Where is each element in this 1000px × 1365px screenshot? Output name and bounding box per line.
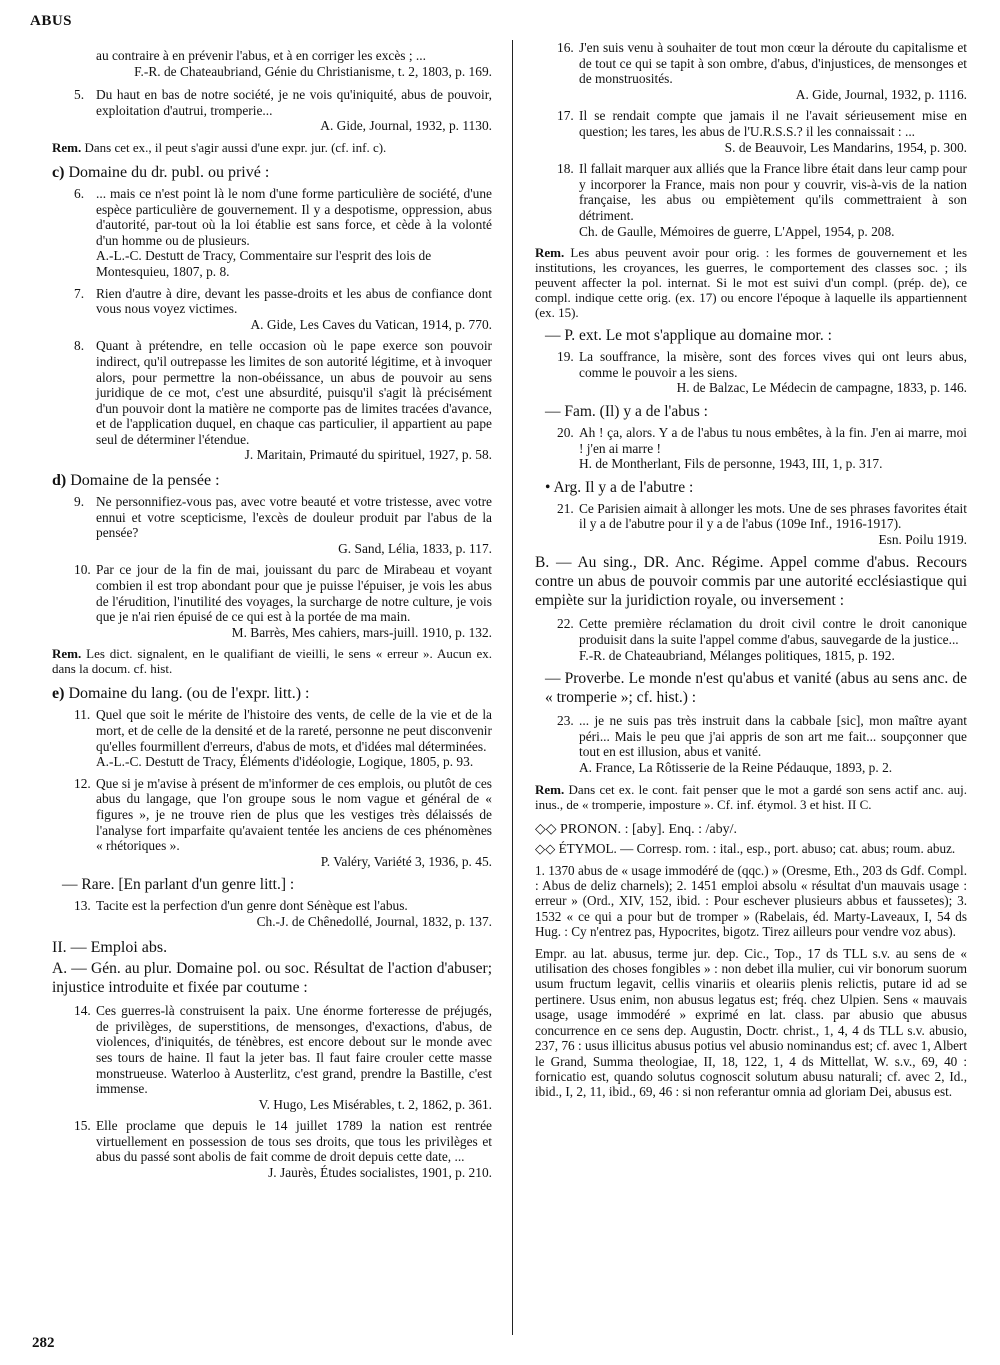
- arg-heading: • Arg. Il y a de l'abutre :: [545, 478, 694, 496]
- example-number: 16.: [557, 40, 574, 55]
- proverb-heading: — Proverbe. Le monde n'est qu'abus et vanité (abus au sens anc. de « tromperie »; cf. hist.) :: [545, 670, 967, 707]
- example-19: [535, 349, 967, 396]
- example-21: [535, 501, 967, 548]
- example-text: Cette première réclamation du droit civil contre le droit canonique produisit dans la suite l'appel comme d'abus, sauvegarde de la justice...: [579, 616, 967, 648]
- remark-4: [535, 782, 967, 812]
- example-23: [535, 713, 967, 775]
- source-citation: H. de Balzac, Le Médecin de campagne, 1833, p. 146.: [676, 380, 967, 396]
- remark-2: [52, 646, 492, 676]
- example-text: Quant à prétendre, en telle occasion où le pape exerce son pouvoir indirect, qu'il outrepasse les limites de son autorité légitime, et à invoquer alors, pour permettre la non-obéissance, un abus de pouvoir au sens juridique de ce mot, c'est une absurdité, puisqu'il s'agit là précisément d'un pouvoir dont la matière ne comporte pas de limites tracées d'avance, et de l'application duquel, en chaque cas particulier, il appartient au pape seul de déterminer l'étendue.: [96, 338, 492, 447]
- subsection-text: Domaine du lang. (ou de l'expr. litt.) :: [68, 685, 310, 703]
- source-citation: A. Gide, Journal, 1932, p. 1116.: [795, 86, 967, 102]
- example-20: [535, 425, 967, 472]
- example-text: La souffrance, la misère, sont des forces vives qui ont leurs abus, comme le pouvoir a les siens.: [579, 349, 967, 380]
- example-text: Ne personnifiez-vous pas, avec votre beauté et votre tristesse, avec votre ennui et votre scepticisme, l'excès de douleur produit par l'abus de la pensée?: [96, 494, 492, 541]
- example-7: [52, 286, 492, 333]
- subsection-label: d): [52, 472, 67, 490]
- subsection-e: [52, 684, 492, 703]
- example-13: [52, 898, 492, 929]
- example-12: [52, 776, 492, 870]
- section-A-title: A. — Gén. au plur. Domaine pol. ou soc. Résultat de l'action d'abuser; injustice introduite et fixée par coutume :: [52, 960, 492, 997]
- example-6: [52, 186, 492, 280]
- example-5: [52, 87, 492, 134]
- example-15: [52, 1118, 492, 1180]
- example-number: 17.: [557, 108, 574, 124]
- example-text: Rien d'autre à dire, devant les passe-droits et les abus de confiance dont vous nous voyez victimes.: [96, 285, 492, 317]
- source-citation: H. de Montherlant, Fils de personne, 1943, III, 1, p. 317.: [579, 456, 883, 472]
- source-citation: A.-L.-C. Destutt de Tracy, Commentaire sur l'esprit des lois de Montesquieu, 1807, p. 8.: [96, 248, 432, 279]
- remark-text: Dans cet ex. le cont. fait penser que le mot a gardé son sens actif anc. auj. inus., de « tromperie, imposture ». Cf. inf. étymol. 3 et hist. II C.: [535, 781, 967, 812]
- example-text: ... mais ce n'est point là le nom d'une forme particulière de société, d'une espèce particulière de gouvernement. Il y a despotisme, oppression, abus d'autorité, par-tout où la loi établie est sans force, et cède à la volonté d'un homme ou de plusieurs.: [96, 185, 492, 248]
- remark-text: Dans cet ex., il peut s'agir aussi d'une expr. jur. (cf. inf. c).: [84, 139, 387, 155]
- source-citation: M. Barrès, Mes cahiers, mars-juill. 1910, p. 132.: [231, 624, 492, 640]
- remark-label: Rem.: [52, 646, 82, 662]
- source-citation: F.-R. de Chateaubriand, Mélanges politiques, 1815, p. 192.: [579, 647, 895, 663]
- rare-heading: — Rare. [En parlant d'un genre litt.] :: [62, 876, 295, 894]
- subsection-c: [52, 163, 492, 182]
- source-citation: J. Maritain, Primauté du spirituel, 1927, p. 58.: [244, 447, 492, 463]
- right-column: [535, 40, 967, 1106]
- example-18: [535, 161, 967, 239]
- example-number: 23.: [557, 713, 574, 729]
- source-citation: F.-R. de Chateaubriand, Génie du Christianisme, t. 2, 1803, p. 169.: [134, 63, 492, 79]
- example-text: Ce Parisien aimait à allonger les mots. Une de ses phrases favorites était il y a de l'abutre pour il y a de l'abus (109e Inf., 1916-1917).: [579, 500, 967, 532]
- example-14: [52, 1003, 492, 1112]
- page-header-word: ABUS: [30, 13, 73, 29]
- p-ext-heading: — P. ext. Le mot s'applique au domaine mor. :: [545, 327, 832, 345]
- example-text: ... je ne suis pas très instruit dans la cabbale [sic], mon maître ayant péri... Mais le peu que j'ai appris de son art me fait... soupçonner que tout en est illusion, abus et vanité.: [579, 713, 967, 760]
- pronunciation: ◇◇ PRONON. : [aby]. Enq. : /aby/.: [535, 821, 737, 837]
- example-16: [535, 40, 967, 102]
- source-citation: Esn. Poilu 1919.: [878, 531, 967, 547]
- source-citation: P. Valéry, Variété 3, 1936, p. 45.: [320, 853, 492, 869]
- example-source: [52, 64, 492, 80]
- etymology-dated-forms: 1. 1370 abus de « usage immodéré de (qqc.) » (Oresme, Eth., 203 ds Gdf. Compl. : Abus de deliz charnels); 2. 1451 emploi absolu « résultat d'un mauvais usage : erreur » (Ord., XIV, 152, ibid. : Pour eschever plusieurs abbus et faussetes); 3. 1532 « ce qui a pour but de tromper » (Rabelais, éd. Marty-Laveaux, I, 54 ds Hug. : Cy n'entrez pas, Hypocrites, bigotz. Tirez ailleurs pour vendre voz abus).: [535, 862, 967, 940]
- example-text: Ah ! ça, alors. Y a de l'abus tu nous embêtes, à la fin. J'en ai marre, moi ! j'en ai marre !: [579, 424, 967, 456]
- remark-1: [52, 140, 492, 155]
- example-text: J'en suis venu à souhaiter de tout mon cœur la déroute du capitalisme et de tout ce qui se tapit à son ombre, d'abus, d'injustices, de mensonges et de monstruosités.: [579, 40, 967, 87]
- example-10: [52, 562, 492, 640]
- source-citation: A. France, La Rôtisserie de la Reine Pédauque, 1893, p. 2.: [579, 760, 893, 776]
- example-number: 10.: [74, 562, 91, 578]
- example-number: 21.: [557, 500, 574, 516]
- section-II-title: II. — Emploi abs.: [52, 938, 168, 956]
- example-number: 5.: [74, 87, 85, 103]
- source-citation: A.-L.-C. Destutt de Tracy, Éléments d'idéologie, Logique, 1805, p. 93.: [96, 754, 474, 770]
- page-number: 282: [32, 1335, 55, 1351]
- remark-label: Rem.: [52, 139, 82, 155]
- etymology-borrowing: Empr. au lat. abusus, terme jur. dep. Cic., Top., 17 ds TLL s.v. au sens de « utilisation des choses fongibles » : non debet illa mulier, cui vir bonorum suorum usum fructum legavit, cellis vinariis et oleariis plenis relictis, putare id ad se pertinere. Usus enim, non abusus legatus est; fréq. chez Ulpien. Sens « mauvais usage, usage immodéré » exprimé en lat. class. par abusio que abusus concurrence en ce sens dep. Augustin, Doctr. christ., 1, 4, 4 ds TLL s.v. abusio, 237, 76 : usus illicitus abusus potius vel abusio nominandus est; cf. avec 1, Albert le Grand, Summa theologiae, II, 18, 122, 1, 4 ds Mittellat, W. s.v., 69, 40 : fornicatio est, quando solutus cognoscit solutum abusu naturali; cf. avec 2, Id., ibid., I, 2, 11, ibid., 69, 46 : si non referantur omnia ad gloriam Dei, abusus est.: [535, 945, 967, 1100]
- example-text: Que si je m'avise à présent de m'informer de ces emplois, ou plutôt de ces abus du langage, que l'on groupe sous le nom vague et général de « figures », je ne trouve rien de plus que les vestiges très délaissés de l'analyse fort imparfaite qu'avaient tentée les anciens de ces phénomènes « rhétoriques ».: [96, 775, 492, 854]
- example-number: 12.: [74, 775, 91, 791]
- subsection-label: e): [52, 685, 65, 703]
- subsection-d: [52, 471, 492, 490]
- example-11: [52, 707, 492, 769]
- example-17: [535, 108, 967, 155]
- left-column: [52, 48, 492, 1187]
- column-divider: [512, 40, 513, 1335]
- example-text: Tacite est la perfection d'un genre dont Sénèque est l'abus.: [96, 898, 408, 914]
- source-citation: V. Hugo, Les Misérables, t. 2, 1862, p. 361.: [258, 1096, 492, 1112]
- example-number: 8.: [74, 338, 85, 354]
- example-text: Quel que soit le mérite de l'histoire des vents, de celle de la vie et de la mort, et de celle de la densité et de la rareté, personne ne peut disconvenir qu'elles fourmillent d'erreurs, d'abus de mots, et d'idées mal déterminées.: [96, 707, 492, 754]
- example-number: 22.: [557, 616, 574, 632]
- source-citation: A. Gide, Les Caves du Vatican, 1914, p. 770.: [250, 316, 492, 332]
- remark-3: [535, 245, 967, 320]
- etymology-title: ◇◇ ÉTYMOL. — Corresp. rom. : ital., esp., port. abuso; cat. abus; roum. abuz.: [535, 841, 956, 857]
- source-citation: Ch.-J. de Chênedollé, Journal, 1832, p. 137.: [256, 913, 492, 929]
- remark-text: Les abus peuvent avoir pour orig. : les formes de gouvernement et les institutions, les croyances, les guerres, le comportement des classes soc. ; ils peuvent affecter la pol. internat. Si le mot est suivi d'un compl. (prép. de), ce compl. indique cette orig. (ex. 17) ou encore l'époque à laquelle ils appartiennent (ex. 15).: [535, 245, 968, 321]
- fam-heading: — Fam. (Il) y a de l'abus :: [545, 402, 708, 420]
- example-text: au contraire à en prévenir l'abus, et à en corriger les excès ; ...: [96, 48, 426, 63]
- example-number: 18.: [557, 161, 574, 177]
- source-citation: S. de Beauvoir, Les Mandarins, 1954, p. 300.: [724, 139, 967, 155]
- example-number: 9.: [74, 494, 85, 510]
- source-citation: J. Jaurès, Études socialistes, 1901, p. 210.: [268, 1165, 492, 1181]
- example-text: Elle proclame que depuis le 14 juillet 1789 la nation est rentrée virtuellement en possession de tous ses droits, que tous les privilèges et abus du passé sont abolis de fait comme de droit depuis cette date, ...: [96, 1118, 492, 1165]
- example-number: 11.: [74, 707, 91, 723]
- subsection-text: Domaine du dr. publ. ou privé :: [68, 163, 270, 181]
- subsection-label: c): [52, 163, 65, 181]
- remark-label: Rem.: [535, 781, 565, 797]
- example-text: Du haut en bas de notre société, je ne vois qu'iniquité, abus de pouvoir, exploitation d'autrui, tromperie...: [96, 87, 492, 118]
- example-22: [535, 616, 967, 663]
- example-text: Il fallait marquer aux alliés que la France libre était dans leur camp pour y incorporer la France, mais non pour y couvrir, vis-à-vis de la nation française, les abus ou empiètement qu'ils commettraient à son détriment.: [579, 161, 967, 223]
- example-text: Il se rendait compte que jamais il ne l'avait sérieusement mise en question; les tares, les abus de l'U.R.S.S.? il les connaissait : ...: [579, 108, 967, 139]
- subsection-text: Domaine de la pensée :: [70, 472, 220, 490]
- source-citation: G. Sand, Lélia, 1833, p. 117.: [338, 540, 492, 556]
- example-8: [52, 338, 492, 463]
- example-number: 6.: [74, 185, 85, 201]
- remark-label: Rem.: [535, 245, 565, 261]
- example-number: 15.: [74, 1118, 91, 1134]
- source-citation: Ch. de Gaulle, Mémoires de guerre, L'Appel, 1954, p. 208.: [579, 223, 895, 239]
- example-number: 20.: [557, 424, 574, 440]
- example-number: 13.: [74, 898, 91, 914]
- remark-text: Les dict. signalent, en le qualifiant de vieilli, le sens « erreur ». Aucun ex. dans la docum. cf. hist.: [52, 646, 493, 677]
- example-number: 7.: [74, 285, 85, 301]
- example-number: 19.: [557, 349, 574, 365]
- example-number: 14.: [74, 1003, 91, 1019]
- section-B-title: B. — Au sing., DR. Anc. Régime. Appel comme d'abus. Recours contre un abus de pouvoir commis par une autorité ecclésiastique qui empiète sur la juridiction royale, ou inversement :: [535, 554, 967, 610]
- source-citation: A. Gide, Journal, 1932, p. 1130.: [320, 118, 492, 134]
- example-text: Par ce jour de la fin de mai, jouissant du parc de Mirabeau et voyant combien il est trop abondant pour que je puisse l'épuiser, je vois les abus de l'érudition, l'inutilité des voyages, la surcharge de notre culture, je vois que je n'ai rien épuisé de ce qui est à la portée de ma main.: [96, 562, 492, 625]
- example-9: [52, 494, 492, 556]
- example-text: Ces guerres-là construisent la paix. Une énorme forteresse de préjugés, de privilèges, de superstitions, de mensonges, d'exactions, d'abus, de violences, d'iniquités, de ténèbres, est encore debout sur le monde avec ses tours de haine. Il faut la jeter bas. Il faut faire crouler cette masse monstrueuse. Waterloo à Austerlitz, c'est grand, prendre la Bastille, c'est immense.: [96, 1003, 492, 1097]
